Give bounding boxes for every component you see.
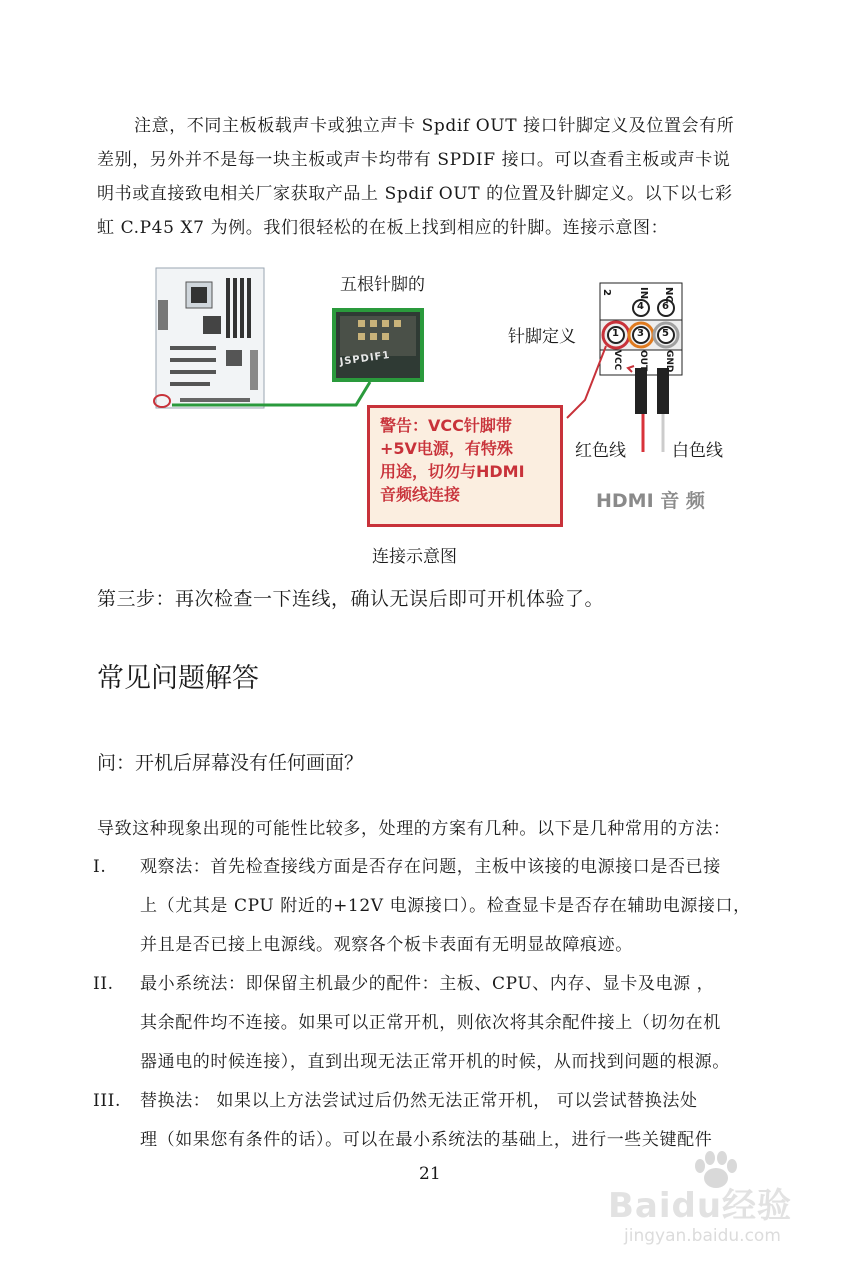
- pin-number-1: 1: [612, 328, 619, 339]
- question-heading: 问：开机后屏幕没有任何画面？: [97, 752, 364, 774]
- item-1-number: I.: [93, 857, 107, 877]
- intro-line-4: 虹 C.P45 X7 为例。我们很轻松的在板上找到相应的针脚。连接示意图：: [97, 218, 669, 238]
- warning-line-3: 用途，切勿与HDMI: [380, 462, 525, 481]
- pin-label-vcc: VCC: [612, 350, 622, 371]
- item-1-line-1: 观察法：首先检查接线方面是否存在问题，主板中该接的电源接口是否已接: [140, 857, 721, 877]
- pin-number-4: 4: [637, 301, 644, 312]
- page-number: 21: [419, 1164, 441, 1184]
- header-silkscreen: JSPDIF1: [339, 349, 392, 368]
- intro-line-1: 注意，不同主板板载声卡或独立声卡 Spdif OUT 接口针脚定义及位置会有所: [134, 116, 735, 136]
- hdmi-audio-label: HDMI 音 频: [596, 490, 705, 512]
- item-3-number: III.: [93, 1091, 121, 1111]
- five-pins-label: 五根针脚的: [340, 275, 425, 295]
- pin-label-gnd: GND: [664, 350, 674, 373]
- warning-line-1: 警告：VCC针脚带: [380, 416, 512, 435]
- item-2-line-1: 最小系统法：即保留主机最少的配件：主板、CPU、内存、显卡及电源 ，: [140, 974, 715, 994]
- item-2-line-2: 其余配件均不连接。如果可以正常开机，则依次将其余配件接上（切勿在机: [140, 1013, 721, 1033]
- item-2-number: II.: [93, 974, 114, 994]
- item-1-line-3: 并且是否已接上电源线。观察各个板卡表面有无明显故障痕迹。: [140, 935, 633, 955]
- baidu-watermark: [600, 1150, 840, 1260]
- red-wire-label: 红色线: [575, 441, 626, 461]
- step-3-text: 第三步：再次检查一下连线，确认无误后即可开机体验了。: [97, 588, 605, 610]
- pin-label-2: 2: [601, 289, 612, 296]
- pin-label-in: IN: [638, 287, 649, 300]
- motherboard-image: [156, 268, 264, 408]
- item-2-line-3: 器通电的时候连接），直到出现无法正常开机的时候，从而找到问题的根源。: [140, 1052, 730, 1072]
- pin-number-6: 6: [662, 301, 669, 312]
- pin-number-5: 5: [662, 328, 669, 339]
- intro-line-3: 明书或直接致电相关厂家获取产品上 Spdif OUT 的位置及针脚定义。以下以七彩: [97, 184, 733, 204]
- item-3-line-1: 替换法： 如果以上方法尝试过后仍然无法正常开机， 可以尝试替换法处: [140, 1091, 698, 1111]
- diagram-caption: 连接示意图: [372, 547, 457, 567]
- intro-line-2: 差别，另外并不是每一块主板或声卡均带有 SPDIF 接口。可以查看主板或声卡说: [97, 150, 731, 170]
- answer-intro: 导致这种现象出现的可能性比较多，处理的方案有几种。以下是几种常用的方法：: [97, 819, 731, 839]
- watermark-url: jingyan.baidu.com: [624, 1226, 781, 1246]
- pin-label-nc: NC: [663, 287, 674, 303]
- warning-box: [367, 405, 563, 527]
- warning-line-2: +5V电源，有特殊: [380, 439, 513, 458]
- item-1-line-2: 上（尤其是 CPU 附近的+12V 电源接口）。检查显卡是否存在辅助电源接口，: [140, 896, 751, 916]
- warning-line-4: 音频线连接: [380, 485, 461, 504]
- watermark-brand: Baidu经验: [608, 1186, 793, 1226]
- pin-definition-label: 针脚定义: [508, 327, 576, 347]
- faq-title: 常见问题解答: [97, 663, 259, 694]
- white-wire-label: 白色线: [672, 441, 723, 461]
- pin-label-out: OUT: [638, 350, 648, 372]
- item-3-line-2: 理（如果您有条件的话）。可以在最小系统法的基础上，进行一些关键配件: [140, 1130, 713, 1150]
- connection-diagram: [0, 0, 854, 580]
- pin-number-3: 3: [637, 328, 644, 339]
- header-photo: [332, 308, 424, 382]
